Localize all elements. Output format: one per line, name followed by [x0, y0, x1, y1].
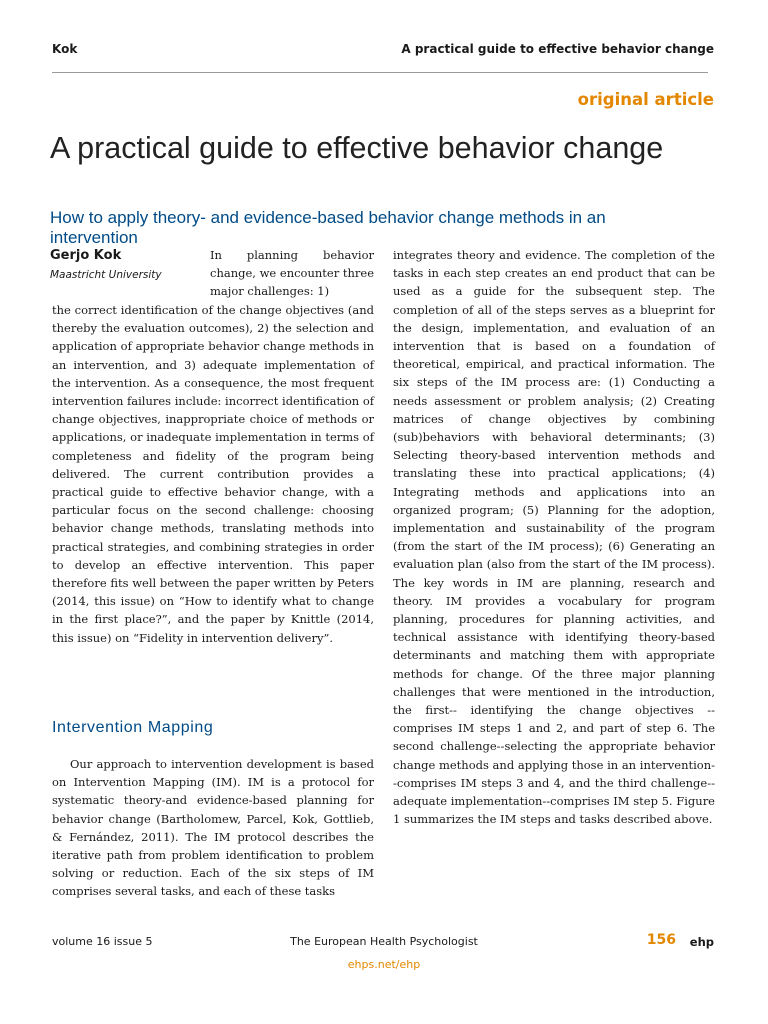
- article-title: A practical guide to effective behavior change: [50, 131, 664, 165]
- right-column-text: integrates theory and evidence. The completion of the tasks in each step creates an end product that can be used as a guide for the subsequent step. The completion of all of the steps serves as a blueprint for the design, implementation, and evaluation of an intervention that is based on a foundation of theoretical, empirical, and practical information. The six steps of the IM process are: (1) Conducting a needs assessment or problem analysis; (2) Creating matrices of change objectives by combining (sub)behaviors with behavioral determinants; (3) Selecting theory-based intervention methods and translating these into practical applications; (4) Integrating methods and applications into an organized program; (5) Planning for the adoption, implementation and sustainability of the program (from the start of the IM process); (6) Generating an evaluation plan (also from the start of the IM process). The key words in IM are planning, research and theory. IM provides a vocabulary for program planning, procedures for planning activities, and technical assistance with identifying theory-based determinants and matching them with appropriate methods for change. Of the three major planning challenges that were mentioned in the introduction, the first-- identifying the change objectives -- comprises IM steps 1 and 2, and part of step 6. The second challenge--selecting the appropriate behavior change methods and applying those in an intervention--comprises IM steps 3 and 4, and the third challenge--adequate implementation--comprises IM step 5. Figure 1 summarizes the IM steps and tasks described above.: [393, 248, 715, 827]
- header-divider: [52, 72, 708, 73]
- footer-page-number: 156: [646, 932, 676, 948]
- abstract-intro-text: In planning behavior change, we encounter three major challenges: 1): [210, 248, 374, 299]
- footer-url-link[interactable]: ehps.net/ehp: [347, 958, 421, 971]
- running-title: A practical guide to effective behavior change: [401, 42, 714, 56]
- footer-brand: ehp: [689, 935, 714, 949]
- footer-volume: volume 16 issue 5: [52, 935, 153, 948]
- running-author: Kok: [52, 42, 78, 56]
- section-paragraph: Our approach to intervention development is based on Intervention Mapping (IM). IM is a protocol for systematic theory-and evidence-based planning for behavior change (Bartholomew, Parcel, Kok, Gottlieb, & Fernández, 2011). The IM protocol describes the iterative path from problem identification to problem solving or reduction. Each of the six steps of IM comprises several tasks, and each of these tasks: [52, 757, 374, 899]
- section-body: [52, 755, 374, 901]
- section-heading: Intervention Mapping: [52, 719, 214, 736]
- article-subtitle: How to apply theory- and evidence-based behavior change methods in an intervention: [50, 208, 606, 247]
- author-name: Gerjo Kok: [50, 248, 122, 263]
- abstract-body-text: the correct identification of the change objectives (and thereby the evaluation outcomes), 2) the selection and application of appropriate behavior change methods in an intervention, and 3) adequate implementation of the intervention. As a consequence, the most frequent intervention failures include: incorrect identification of change objectives, inappropriate choice of methods or applications, or inadequate implementation in terms of completeness and fidelity of the program being delivered. The current contribution provides a practical guide to effective behavior change, with a particular focus on the second challenge: choosing behavior change methods, translating methods into practical strategies, and combining strategies in order to develop an effective intervention. This paper therefore fits well between the paper written by Peters (2014, this issue) on “How to identify what to change in the first place?”, and the paper by Knittle (2014, this issue) on “Fidelity in intervention delivery”.: [52, 303, 374, 645]
- abstract-body: [52, 301, 374, 647]
- author-affiliation: Maastricht University: [50, 269, 162, 281]
- article-type-label: original article: [577, 90, 714, 109]
- abstract-intro: [210, 246, 374, 301]
- footer-journal-name: The European Health Psychologist: [290, 935, 478, 948]
- right-column: [393, 246, 715, 829]
